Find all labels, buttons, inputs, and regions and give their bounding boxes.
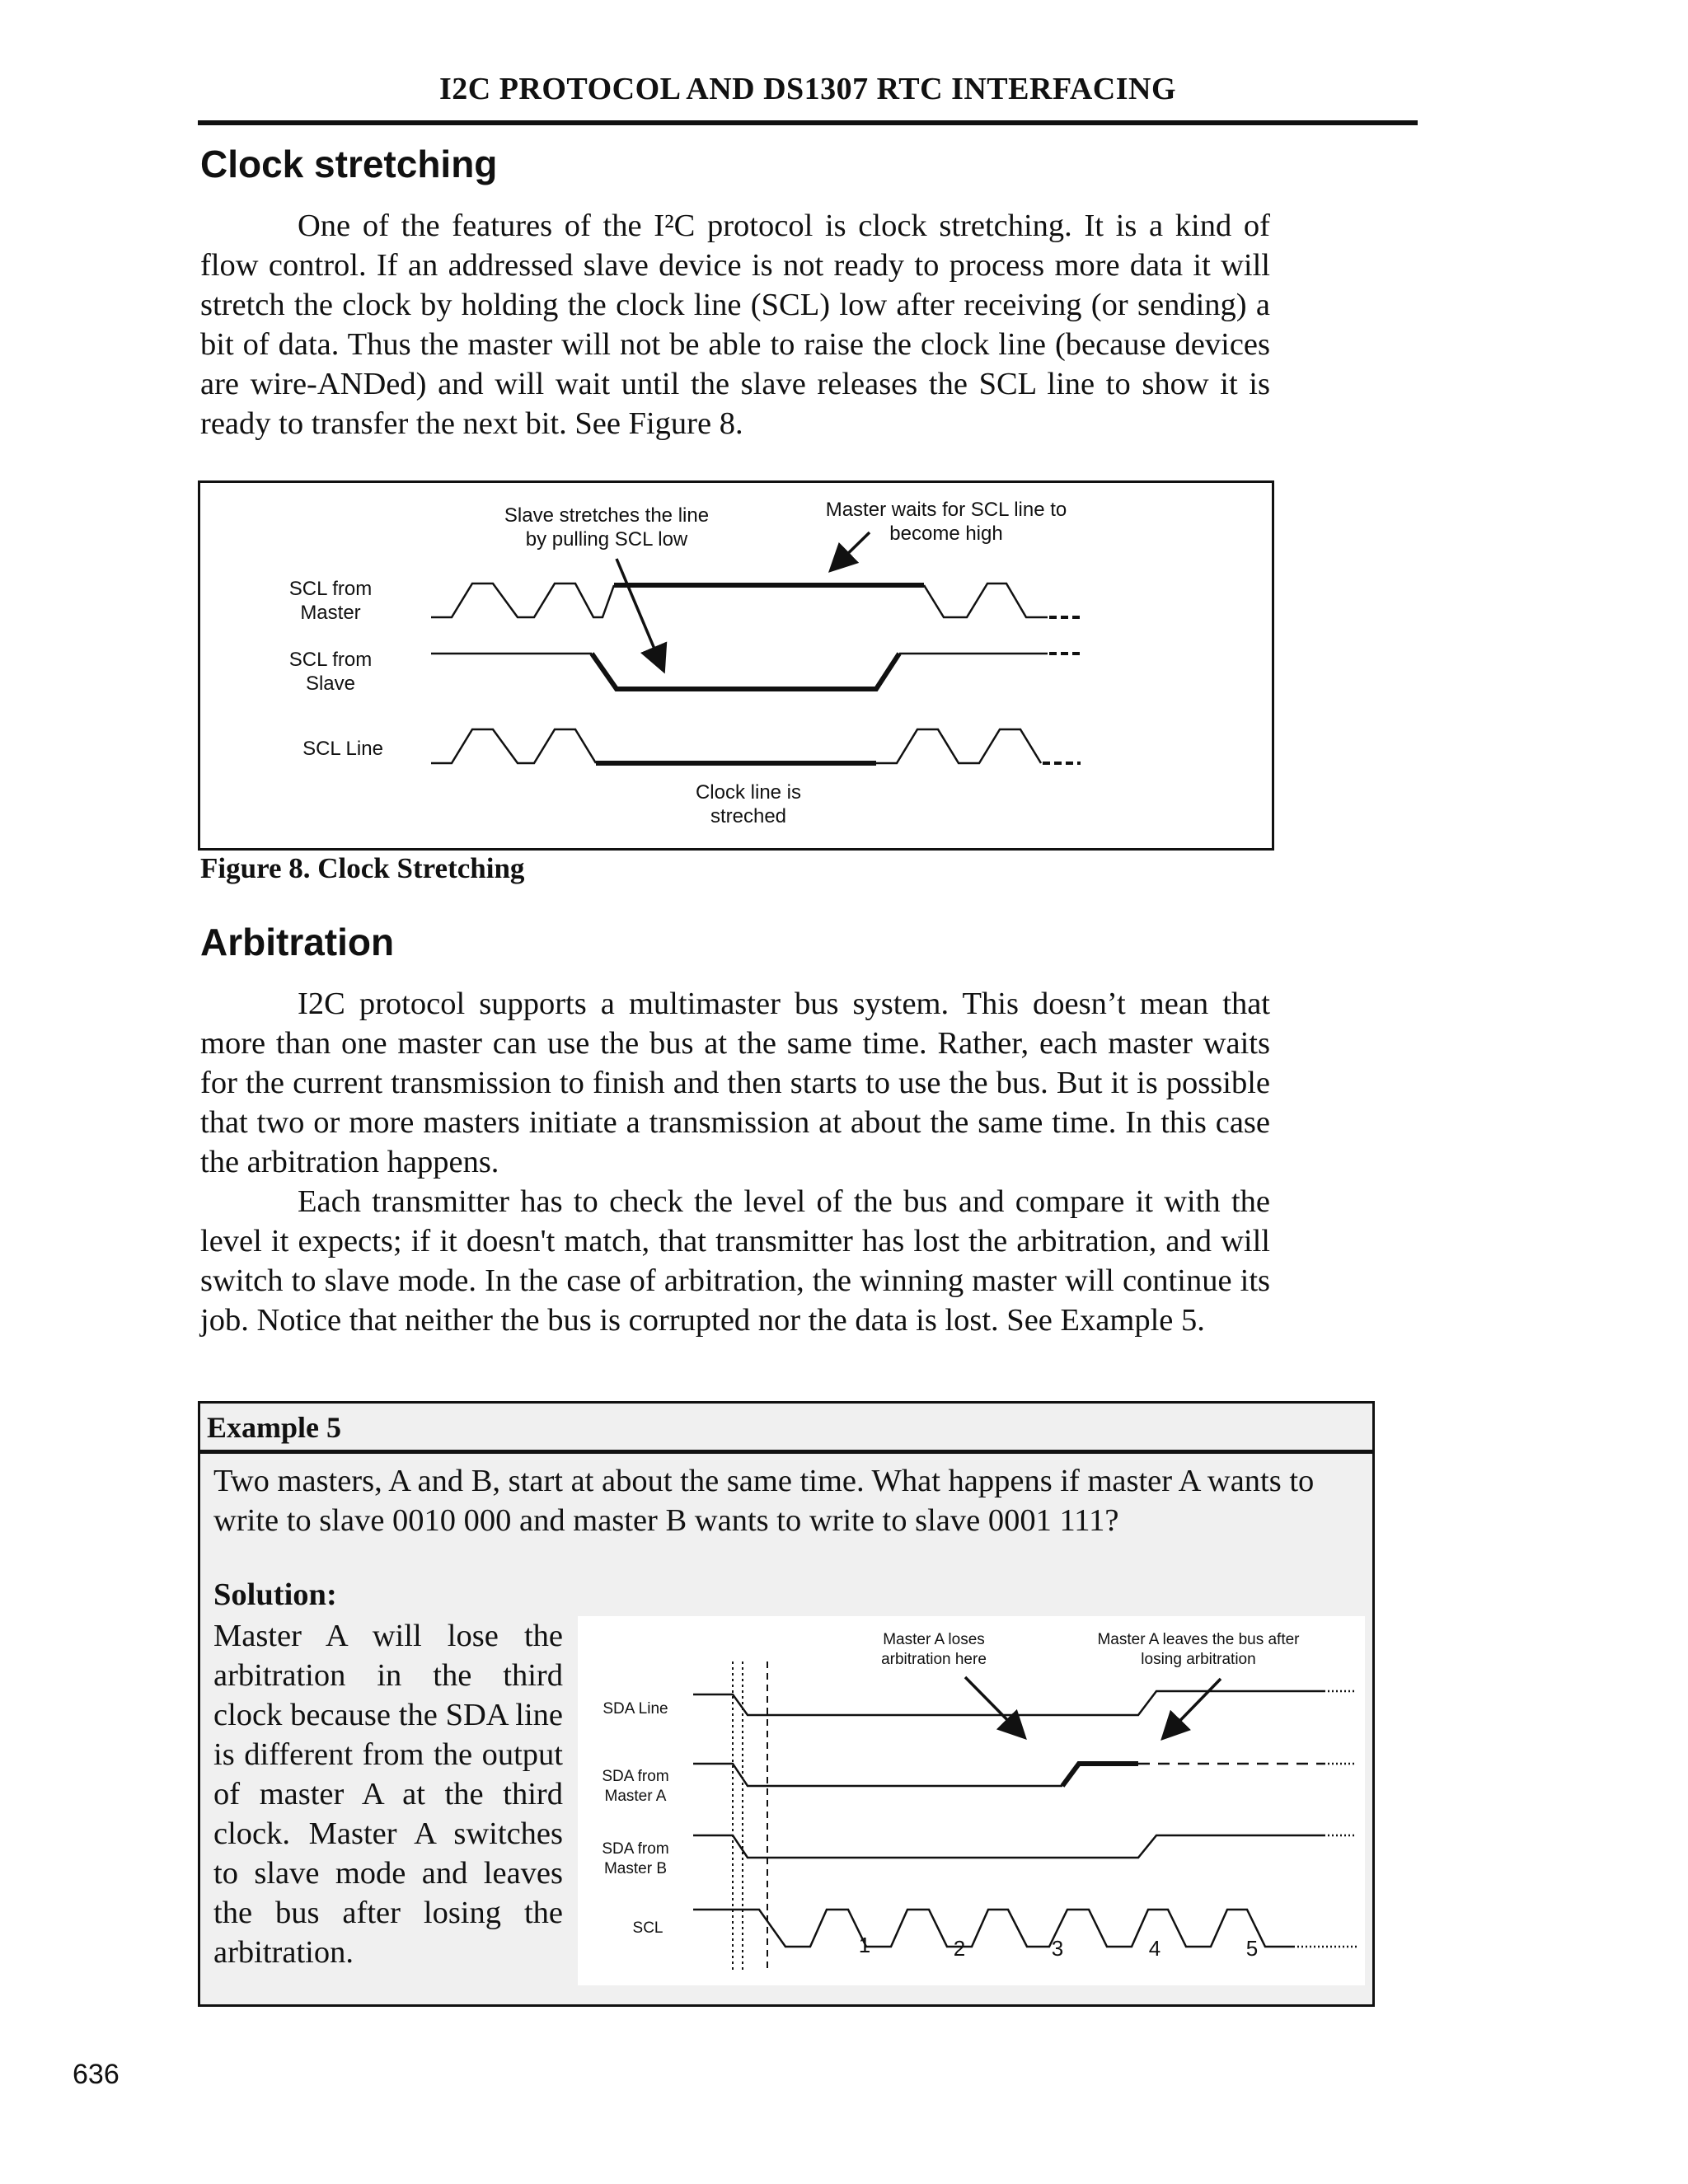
- figure-8-diagram: [200, 483, 1272, 848]
- annotation-slave-stretches-1: Slave stretches the line: [504, 504, 710, 527]
- scl-label: SCL: [632, 1919, 663, 1937]
- annotation-loses-2: arbitration here: [881, 1651, 987, 1668]
- scl-slave-stretch: [592, 654, 899, 689]
- example-5-question: Two masters, A and B, start at about the same time. What happens if master A wants to write to slave 0010 000 and master B wants to write to slave 0001 111?: [213, 1464, 1315, 1538]
- sda-master-a-label-1: SDA from: [602, 1768, 669, 1785]
- clock-number-3: 3: [1051, 1936, 1064, 1961]
- scl-line-waveform-end: [876, 729, 1041, 763]
- scl-clock-waveform: [693, 1910, 1293, 1947]
- example-5-title: Example 5: [207, 1411, 342, 1444]
- scl-from-master-label-1: SCL from: [288, 578, 373, 600]
- running-head: I2C PROTOCOL AND DS1307 RTC INTERFACING: [438, 72, 1177, 106]
- annotation-slave-stretches-2: by pulling SCL low: [525, 528, 688, 551]
- scl-master-waveform-end: [924, 583, 1048, 617]
- scl-from-slave-label-2: Slave: [305, 673, 356, 695]
- arrow-slave-stretch: [617, 559, 663, 668]
- section-title-clock-stretching: Clock stretching: [200, 143, 498, 185]
- clock-number-5: 5: [1245, 1936, 1259, 1961]
- example-5-header: [200, 1404, 1372, 1454]
- sda-master-a-low: [693, 1764, 1062, 1786]
- annotation-clock-stretched-1: Clock line is: [695, 781, 802, 804]
- sda-line-label: SDA Line: [603, 1700, 668, 1718]
- clock-number-1: 1: [858, 1933, 871, 1957]
- section-title-arbitration: Arbitration: [200, 921, 395, 963]
- figure-8-caption: Figure 8. Clock Stretching: [200, 852, 525, 884]
- annotation-leaves-1: Master A leaves the bus after: [1097, 1631, 1300, 1648]
- scl-from-master-label-2: Master: [300, 602, 361, 624]
- arrow-loses-arbitration: [965, 1677, 1023, 1736]
- sda-master-b-waveform: [693, 1835, 1324, 1858]
- clock-number-4: 4: [1148, 1936, 1161, 1961]
- figure-8-clock-stretching: [198, 480, 1274, 851]
- solution-label: Solution:: [213, 1577, 337, 1612]
- arbitration-timing-diagram: [578, 1616, 1365, 1985]
- annotation-leaves-2: losing arbitration: [1141, 1651, 1256, 1668]
- arrow-master-waits: [832, 532, 870, 569]
- clock-stretching-paragraph: One of the features of the I²C protocol is clock stretching. It is a kind of flow control. If an addressed slave device is not ready to process more data it will stretch the clock by holding the clock line (SCL) low after receiving (or sending) a bit of data. Thus the master will not be able to raise the clock line (because devices are wire-ANDed) and will wait until the slave releases the SCL line to show it is ready to transfer the next bit. See Figure 8.: [200, 209, 1270, 441]
- arrow-leaves-bus: [1165, 1679, 1221, 1736]
- header-rule: [198, 120, 1418, 125]
- page-number: 636: [73, 2059, 120, 2090]
- sda-master-b-label-1: SDA from: [602, 1840, 669, 1858]
- arbitration-paragraph-1: I2C protocol supports a multimaster bus system. This doesn’t mean that more than one master can use the bus at the same time. Rather, each master waits for the current transmission to finish and then starts to use the bus. But it is possible that two or more masters initiate a transmission at about the same time. In this case the arbitration happens.: [200, 987, 1270, 1179]
- annotation-master-waits-2: become high: [889, 523, 1003, 545]
- scl-from-slave-label-1: SCL from: [288, 649, 373, 671]
- sda-master-a-label-2: Master A: [604, 1788, 667, 1805]
- solution-text: Master A will lose the arbitration in the third clock because the SDA line is different from the output of master A at the third clock. Master A switches to slave mode and leaves the bus after losing the arbitration.: [213, 1619, 563, 1970]
- annotation-master-waits-1: Master waits for SCL line to: [825, 499, 1067, 521]
- arbitration-diagram-svg: [578, 1616, 1365, 1985]
- sda-master-b-label-2: Master B: [603, 1860, 668, 1877]
- annotation-clock-stretched-2: streched: [710, 805, 787, 827]
- sda-line-waveform: [693, 1691, 1324, 1715]
- scl-master-waveform-start: [431, 583, 614, 617]
- annotation-loses-1: Master A loses: [883, 1631, 985, 1648]
- example-5-box: [198, 1401, 1375, 2007]
- arbitration-paragraph-2: Each transmitter has to check the level of the bus and compare it with the level it expects; if it doesn't match, that transmitter has lost the arbitration, and will switch to slave mode. In the case of arbitration, the winning master will continue its job. Notice that neither the bus is corrupted nor the data is lost. See Example 5.: [200, 1184, 1270, 1338]
- scl-line-label: SCL Line: [302, 738, 383, 760]
- sda-master-a-lost: [1062, 1764, 1138, 1786]
- scl-line-waveform-start: [431, 729, 596, 763]
- clock-number-2: 2: [953, 1936, 966, 1961]
